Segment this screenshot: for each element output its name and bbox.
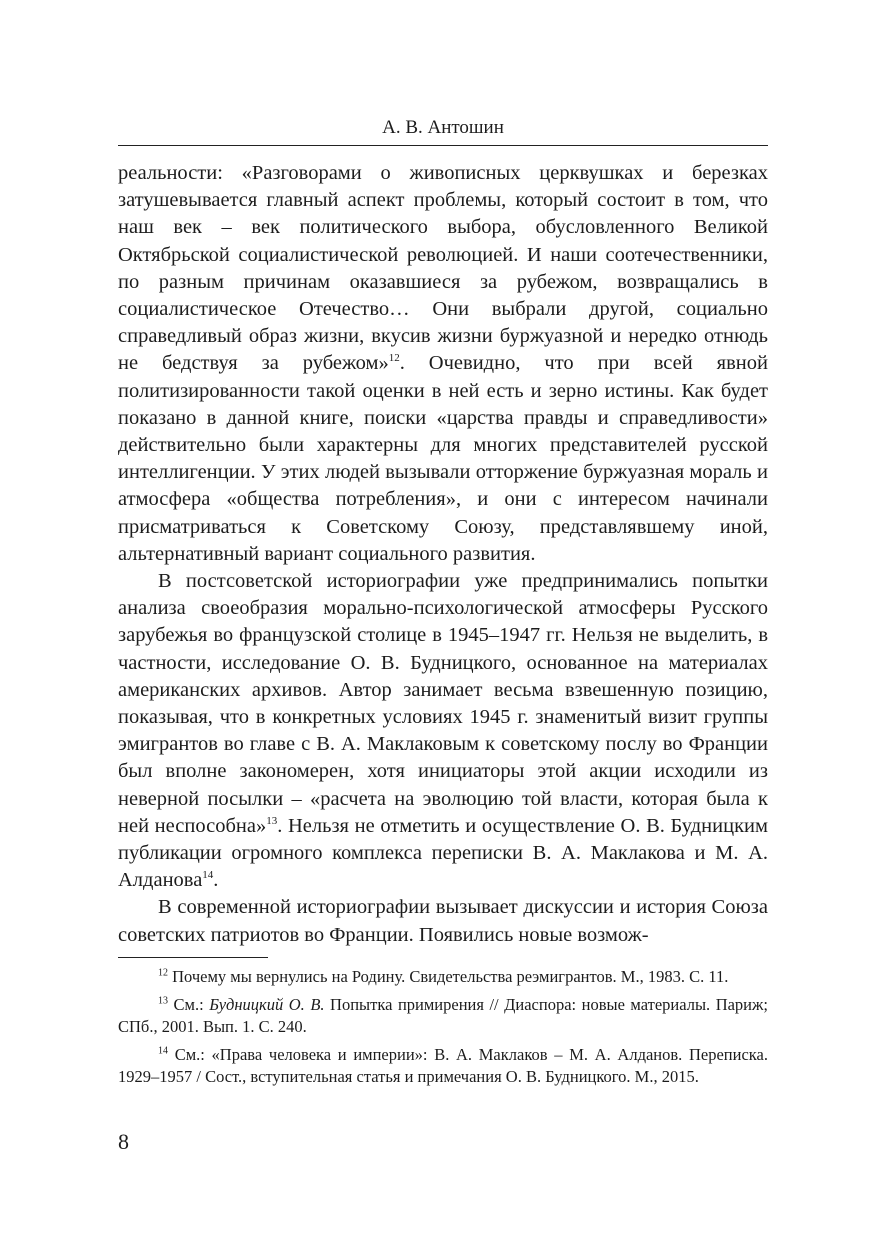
footnote-separator [118, 957, 268, 958]
footnote-text: Попытка примирения // Диаспора: новые материалы. Париж; СПб., 2001. Вып. 1. С. 240. [118, 995, 768, 1036]
footnote-text: Почему мы вернулись на Родину. Свидетельства реэмигрантов. М., 1983. С. 11. [172, 967, 729, 986]
paragraph-1-text-b: . Очевидно, что при всей явной политизированности такой оценки в ней есть и зерно истины. Как будет показано в данной книге, поиски «царства правды и справедливости» действительно были характерны для многих представителей русской интеллигенции. У этих людей вызывали отторжение буржуазная мораль и атмосфера «общества потребления», и они с интересом начинали присматриваться к Советскому Союзу, представлявшему иной, альтернативный вариант социального развития. [118, 352, 768, 565]
footnote-12 [118, 966, 768, 988]
page-number: 8 [118, 1129, 129, 1154]
footnotes [118, 966, 768, 1094]
footnote-number: 12 [158, 967, 168, 979]
paragraph-2-text-b: . Нельзя не отметить и осуществление О. В. Будницким публикации огромного комплекса переписки В. А. Маклакова и М. А. Алданова [118, 814, 768, 892]
paragraph-1 [118, 160, 768, 568]
footnote-author: Будницкий О. В. [209, 995, 325, 1014]
paragraph-3 [118, 894, 768, 948]
footnote-text: См.: «Права человека и империи»: В. А. Маклаков – М. А. Алданов. Переписка. 1929–1957 / Сост., вступительная статья и примечания О. В. Будницкого. М., 2015. [118, 1045, 768, 1086]
footnote-13 [118, 994, 768, 1038]
footnote-number: 14 [158, 1045, 168, 1057]
footnote-number: 13 [158, 995, 168, 1007]
header-rule [118, 145, 768, 146]
running-header: А. В. Антошин [382, 117, 504, 138]
footnote-ref-12[interactable]: 12 [388, 352, 400, 365]
footnote-14 [118, 1044, 768, 1088]
footnote-ref-13[interactable]: 13 [266, 815, 278, 828]
footnote-ref-14[interactable]: 14 [202, 869, 214, 882]
paragraph-2 [118, 568, 768, 894]
main-text [118, 160, 768, 949]
paragraph-1-text-a: реальности: «Разговорами о живописных церквушках и березках затушевывается главный аспект проблемы, который состоит в том, что наш век – век политического выбора, обусловленного Великой Октябрьской социалистической революцией. И наши соотечественники, по разным причинам оказавшиеся за рубежом, возвращались в социалистическое Отечество… Они выбрали другой, социально справедливый образ жизни, вкусив жизни буржуазной и нередко отнюдь не бедствуя за рубежом» [118, 162, 768, 375]
paragraph-3-text: В современной историографии вызывает дискуссии и история Союза советских патриотов во Франции. Появились новые возмож- [118, 896, 768, 946]
paragraph-2-text-c: . [213, 869, 219, 892]
footnote-prefix: См.: [173, 995, 210, 1014]
paragraph-2-text-a: В постсоветской историографии уже предпринимались попытки анализа своеобразия морально-психологической атмосферы Русского зарубежья во французской столице в 1945–1947 гг. Нельзя не выделить, в частности, исследование О. В. Будницкого, основанное на материалах американских архивов. Автор занимает весьма взвешенную позицию, показывая, что в конкретных условиях 1945 г. знаменитый визит группы эмигрантов во главе с В. А. Маклаковым к советскому послу во Франции был вполне закономерен, хотя инициаторы этой акции исходили из неверной посылки – «расчета на эволюцию той власти, которая была к ней неспособна» [118, 570, 768, 837]
